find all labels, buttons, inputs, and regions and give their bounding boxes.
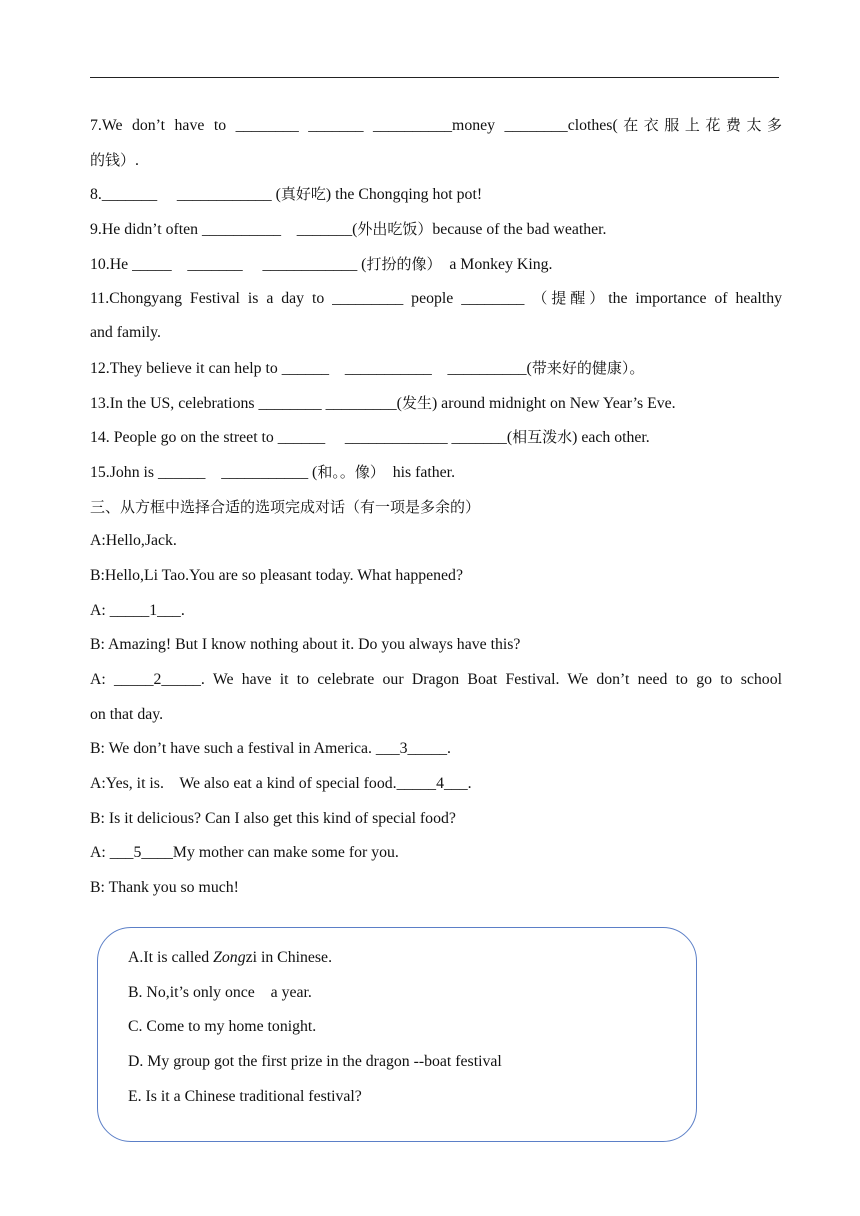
question-13: 13.In the US, celebrations ________ _________(发生) around midnight on New Year’s Eve. xyxy=(90,393,676,412)
dialogue-line: B:Hello,Li Tao.You are so pleasant today. What happened? xyxy=(90,566,463,584)
question-10: 10.He _____ _______ ____________ (打扮的像） a Monkey King. xyxy=(90,254,553,273)
dialogue-line: B: Is it delicious? Can I also get this kind of special food? xyxy=(90,809,456,827)
option-c: C. Come to my home tonight. xyxy=(128,1018,317,1036)
question-7: 7.We don’t have to ________ _______ __________money ________clothes(在衣服上花费太多 xyxy=(90,116,782,134)
option-b: B. No,it’s only once a year. xyxy=(128,983,312,1001)
question-7-continued: 的钱）. xyxy=(90,150,139,169)
option-a: A.It is called Zongzi in Chinese. xyxy=(128,949,333,966)
option-e: E. Is it a Chinese traditional festival? xyxy=(128,1087,362,1105)
options-list xyxy=(128,941,688,1114)
dialogue-line: on that day. xyxy=(90,705,164,723)
dialogue-line: A:Hello,Jack. xyxy=(90,532,177,550)
dialogue-line: B: Amazing! But I know nothing about it. Do you always have this? xyxy=(90,636,521,654)
dialogue-line: B: Thank you so much! xyxy=(90,879,239,897)
question-11-continued: and family. xyxy=(90,324,161,342)
dialogue-line: A:Yes, it is. We also eat a kind of special food._____4___. xyxy=(90,775,472,793)
question-8: 8._______ ____________ (真好吃) the Chongqing hot pot! xyxy=(90,185,483,204)
option-d: D. My group got the first prize in the dragon --boat festival xyxy=(128,1053,502,1071)
question-15: 15.John is ______ ___________ (和。。像） his father. xyxy=(90,462,456,481)
dialogue-line: A: _____1___. xyxy=(90,601,185,619)
header-rule xyxy=(90,77,779,78)
question-11: 11.Chongyang Festival is a day to _________ people ________ （提醒）the importance of healthy xyxy=(90,289,782,308)
question-12: 12.They believe it can help to ______ ___________ __________(带来好的健康）。 xyxy=(90,358,645,377)
dialogue-line: B: We don’t have such a festival in America. ___3_____. xyxy=(90,740,451,758)
section-3-heading: 三、从方框中选择合适的选项完成对话（有一项是多余的） xyxy=(90,497,481,516)
dialogue-line: A: ___5____My mother can make some for you. xyxy=(90,844,399,862)
exercise-lines xyxy=(90,108,782,906)
dialogue-line: A: _____2_____. We have it to celebrate our Dragon Boat Festival. We don’t need to go to school xyxy=(90,671,782,688)
question-14: 14. People go on the street to ______ _____________ _______(相互泼水) each other. xyxy=(90,428,650,447)
question-9: 9.He didn’t often __________ _______(外出吃饭）because of the bad weather. xyxy=(90,220,607,239)
